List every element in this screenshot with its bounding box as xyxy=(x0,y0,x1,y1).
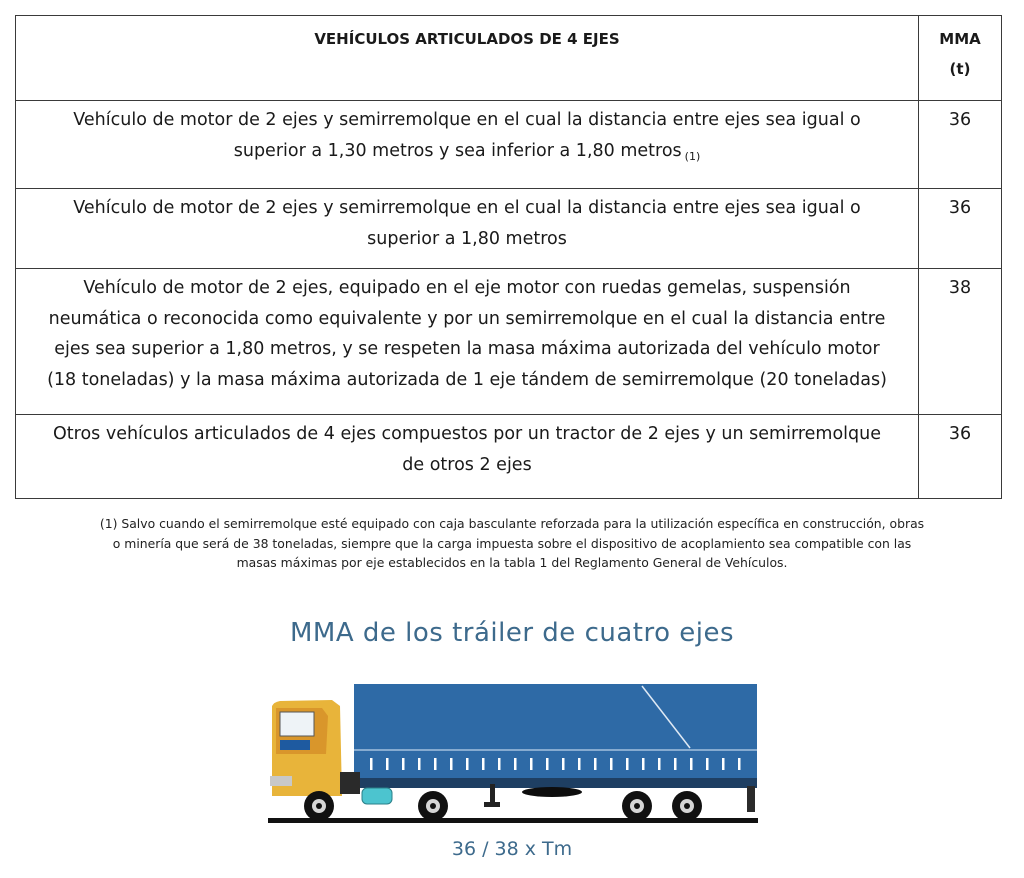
row-text-line: neumática o reconocida como equivalente y por un semirremolque en el cual la distancia entre xyxy=(48,308,886,329)
fifth-wheel xyxy=(340,772,360,794)
row-mma-value: 38 xyxy=(919,269,1002,415)
cab-bumper xyxy=(270,776,292,786)
fuel-tank xyxy=(362,788,392,804)
header-mma-line2: (t) xyxy=(949,60,971,78)
header-mma xyxy=(919,16,1002,101)
trailer-body xyxy=(354,684,757,778)
row-text-line: Vehículo de motor de 2 ejes y semirremolque en el cual la distancia entre ejes sea igual o xyxy=(73,198,861,218)
header-description xyxy=(16,16,919,101)
articulated-truck-illustration-icon xyxy=(262,676,762,826)
table-row xyxy=(16,101,1002,189)
header-mma-line1: MMA xyxy=(939,30,981,48)
footnote-line: (1) Salvo cuando el semirremolque esté equipado con caja basculante reforzada para la utilización específica en construcción, obras xyxy=(99,516,925,531)
header-mma-text xyxy=(919,16,1001,84)
row-text-line: Vehículo de motor de 2 ejes y semirremolque en el cual la distancia entre ejes sea igual o xyxy=(73,110,861,130)
cab-stripe xyxy=(280,740,310,750)
trailer-underside xyxy=(354,778,757,788)
row-text-line: superior a 1,80 metros xyxy=(367,228,567,249)
row-text-line: de otros 2 ejes xyxy=(402,454,532,475)
table-row xyxy=(16,269,1002,415)
row-mma-value: 36 xyxy=(919,101,1002,189)
footnote-line: o minería que será de 38 toneladas, siempre que la carga impuesta sobre el dispositivo de acoplamiento sea compatible con las xyxy=(112,535,912,551)
figure-title: MMA de los tráiler de cuatro ejes xyxy=(289,618,735,648)
table-header-row xyxy=(16,16,1002,101)
row-description xyxy=(16,189,919,269)
table-row xyxy=(16,415,1002,499)
row-description xyxy=(16,269,919,415)
axle-mass-table xyxy=(15,15,1002,499)
row-text-line: Vehículo de motor de 2 ejes, equipado en el eje motor con ruedas gemelas, suspensión xyxy=(83,278,851,298)
row-mma-value: 36 xyxy=(919,189,1002,269)
landing-gear-foot xyxy=(484,802,500,807)
header-description-text: VEHÍCULOS ARTICULADOS DE 4 EJES xyxy=(314,30,620,48)
footnote-line: masas máximas por eje establecidos en la tabla 1 del Reglamento General de Vehículos. xyxy=(236,555,788,570)
table-row xyxy=(16,189,1002,269)
row-text-line: ejes sea superior a 1,80 metros, y se respeten la masa máxima autorizada del vehículo motor xyxy=(54,339,880,359)
row-description xyxy=(16,415,919,499)
cab-windshield xyxy=(280,712,314,736)
footnote-reference: (1) xyxy=(684,149,701,163)
figure-caption: 36 / 38 x Tm xyxy=(451,838,573,860)
row-description xyxy=(16,101,919,189)
row-text-line: superior a 1,30 metros y sea inferior a 1,80 metros xyxy=(233,140,682,161)
rear-bumper xyxy=(747,786,755,812)
row-text-line: Otros vehículos articulados de 4 ejes compuestos por un tractor de 2 ejes y un semirremolque xyxy=(53,424,881,444)
row-text-line: (18 toneladas) y la masa máxima autorizada de 1 eje tándem de semirremolque (20 toneladas) xyxy=(47,369,887,390)
trailer-spare xyxy=(522,787,582,797)
row-mma-value: 36 xyxy=(919,415,1002,499)
table-footnote xyxy=(8,514,1016,573)
